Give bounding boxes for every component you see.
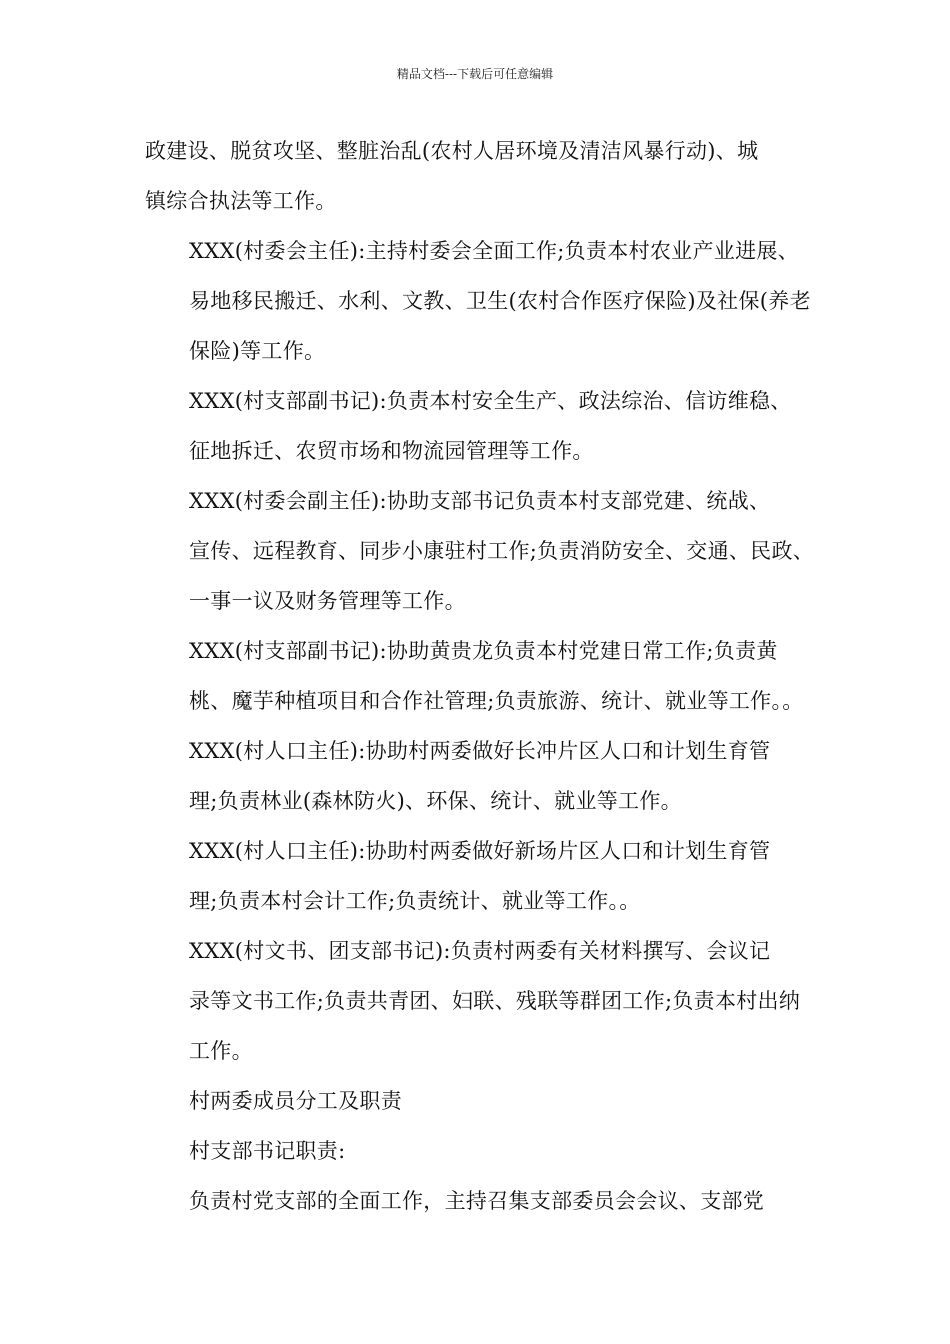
text-line: 一事一议及财务管理等工作。 [189, 589, 466, 613]
text-line: 理;负责本村会计工作;负责统计、就业等工作。。 [189, 889, 641, 913]
paragraph [145, 476, 815, 626]
text-line: XXX(村委会主任):主持村委会全面工作;负责本村农业产业进展、 [189, 239, 799, 263]
text-line: XXX(村人口主任):协助村两委做好长冲片区人口和计划生育管 [189, 739, 771, 763]
text-line: 录等文书工作;负责共青团、妇联、残联等群团工作;负责本村出纳 [189, 989, 801, 1013]
paragraph [145, 1126, 815, 1176]
text-line: 村支部书记职责: [189, 1139, 346, 1163]
paragraph [145, 126, 815, 226]
text-line: XXX(村委会副主任):协助支部书记负责本村支部党建、统战、 [189, 489, 771, 513]
paragraph [145, 376, 815, 476]
text-line: XXX(村文书、团支部书记):负责村两委有关材料撰写、会议记 [189, 939, 771, 963]
text-line: 理;负责林业(森林防火)、环保、统计、就业等工作。 [189, 789, 682, 813]
paragraph [145, 726, 815, 826]
text-line: 镇综合执法等工作。 [145, 189, 337, 213]
text-line: 村两委成员分工及职责 [189, 1089, 402, 1113]
text-line: 保险)等工作。 [189, 339, 326, 363]
paragraph [145, 226, 815, 376]
text-line: 桃、魔芋种植项目和合作社管理;负责旅游、统计、就业等工作。。 [189, 689, 804, 713]
paragraph [145, 1176, 815, 1226]
text-line: XXX(村人口主任):协助村两委做好新场片区人口和计划生育管 [189, 839, 771, 863]
text-line: 工作。 [189, 1039, 253, 1063]
page-header: 精品文档---下载后可任意编辑 [396, 67, 554, 81]
text-line: 易地移民搬迁、水利、文教、卫生(农村合作医疗保险)及社保(养老 [189, 289, 811, 313]
text-line: 征地拆迁、农贸市场和物流园管理等工作。 [189, 439, 594, 463]
text-line: XXX(村支部副书记):负责本村安全生产、政法综治、信访维稳、 [189, 389, 792, 413]
text-line: 负责村党支部的全面工作，主持召集支部委员会会议、支部党 [189, 1189, 765, 1213]
paragraph [145, 826, 815, 926]
text-line: 宣传、远程教育、同步小康驻村工作;负责消防安全、交通、民政、 [189, 539, 815, 563]
document-body [145, 126, 815, 1226]
paragraph [145, 1076, 815, 1126]
paragraph [145, 926, 815, 1076]
text-line: XXX(村支部副书记):协助黄贵龙负责本村党建日常工作;负责黄 [189, 639, 778, 663]
text-line: 政建设、脱贫攻坚、整脏治乱(农村人居环境及清洁风暴行动)、城 [145, 139, 759, 163]
paragraph [145, 626, 815, 726]
